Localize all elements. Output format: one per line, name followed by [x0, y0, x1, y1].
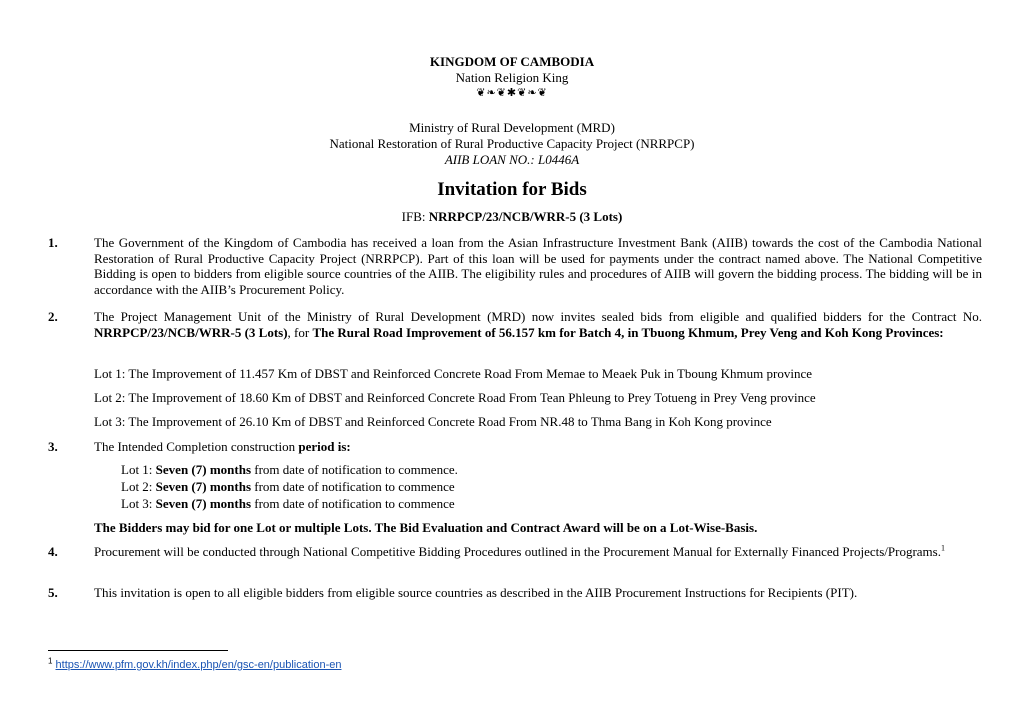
- period-lot-1: [121, 462, 458, 478]
- lot-description-2: Lot 2: The Improvement of 18.60 Km of DBST and Reinforced Concrete Road From Tean Phleung to Prey Totueng in Prey Veng province: [94, 390, 816, 405]
- footnote-link[interactable]: https://www.pfm.gov.kh/index.php/en/gsc-en/publication-en: [55, 659, 342, 671]
- period-duration: Seven (7) months: [155, 462, 252, 477]
- ministry-name: Ministry of Rural Development (MRD): [409, 120, 615, 135]
- item-number: 1.: [48, 235, 58, 250]
- period-lot-label: Lot 1:: [121, 462, 156, 477]
- period-rest: from date of notification to commence.: [251, 462, 458, 477]
- ifb-number: NRRPCP/23/NCB/WRR-5 (3 Lots): [428, 209, 623, 224]
- period-lot-label: Lot 2:: [121, 479, 156, 494]
- national-motto: Nation Religion King: [455, 70, 569, 85]
- list-item-4: [48, 544, 982, 576]
- item-text: The Government of the Kingdom of Cambodia has received a loan from the Asian Infrastructure Investment Bank (AIIB) towards the cost of the Cambodia National Restoration of Rural Productive Capacity Project (NRRPCP). Part of this loan will be used for payments under the contract named above. The National Competitive Bidding is open to bidders from eligible source countries of the AIIB. The eligibility rules and procedures of AIIB will govern the bidding process. The bidding will be in accordance with the AIIB’s Procurement Policy.: [94, 235, 982, 297]
- item-text-part: The Intended Completion construction: [94, 439, 299, 454]
- item-text: [94, 439, 982, 455]
- period-rest: from date of notification to commence: [251, 479, 455, 494]
- footnote-divider: [48, 650, 228, 651]
- item-number: 3.: [48, 439, 58, 454]
- item-text-part: Procurement will be conducted through National Competitive Bidding Procedures outlined in the Procurement Manual for Externally Financed Projects/Programs.: [94, 544, 941, 559]
- item-number: 5.: [48, 585, 58, 600]
- lot-description-1: Lot 1: The Improvement of 11.457 Km of DBST and Reinforced Concrete Road From Memae to Meaek Puk in Tboung Khmum province: [94, 366, 813, 381]
- list-item-3: [48, 439, 982, 455]
- period-lot-3: [121, 496, 455, 512]
- item-number: 2.: [48, 309, 58, 324]
- project-name: National Restoration of Rural Productive Capacity Project (NRRPCP): [329, 136, 695, 151]
- item-text: This invitation is open to all eligible bidders from eligible source countries as described in the AIIB Procurement Instructions for Recipients (PIT).: [94, 585, 858, 600]
- loan-number: AIIB LOAN NO.: L0446A: [444, 152, 580, 167]
- list-item-1: [48, 235, 982, 299]
- item-text-part: The Project Management Unit of the Ministry of Rural Development (MRD) now invites sealed bids from eligible and qualified bidders for the Contract No.: [94, 309, 982, 324]
- contract-title: The Rural Road Improvement of 56.157 km for Batch 4, in Tbuong Khmum, Prey Veng and Koh Kong Provinces:: [312, 324, 944, 340]
- item-text-part: , for: [287, 324, 313, 340]
- list-item-5: [48, 585, 982, 601]
- kingdom-heading: KINGDOM OF CAMBODIA: [429, 54, 595, 69]
- period-lot-2: [121, 479, 455, 495]
- contract-number: NRRPCP/23/NCB/WRR-5 (3 Lots): [94, 324, 288, 340]
- lot-description-3: Lot 3: The Improvement of 26.10 Km of DBST and Reinforced Concrete Road From NR.48 to Thma Bang in Koh Kong province: [94, 414, 772, 429]
- footnote-mark: 1: [48, 656, 53, 666]
- item-number: 4.: [48, 544, 58, 559]
- period-duration: Seven (7) months: [155, 496, 252, 511]
- footnote-reference[interactable]: 1: [940, 543, 945, 553]
- ifb-label: IFB:: [401, 209, 429, 224]
- item-text-bold: period is:: [298, 439, 351, 454]
- document-title: Invitation for Bids: [437, 179, 587, 200]
- footnote: [48, 656, 342, 671]
- list-item-2: [48, 309, 982, 357]
- item-text: [94, 309, 982, 340]
- period-duration: Seven (7) months: [155, 479, 252, 494]
- ifb-reference: [0, 209, 1024, 224]
- period-rest: from date of notification to commence: [251, 496, 455, 511]
- item-text: [94, 544, 982, 560]
- period-lot-label: Lot 3:: [121, 496, 156, 511]
- lot-bidding-note: The Bidders may bid for one Lot or multiple Lots. The Bid Evaluation and Contract Award will be on a Lot-Wise-Basis.: [94, 520, 758, 535]
- ornament-divider: ❦❧❦✱❦❧❦: [476, 87, 548, 99]
